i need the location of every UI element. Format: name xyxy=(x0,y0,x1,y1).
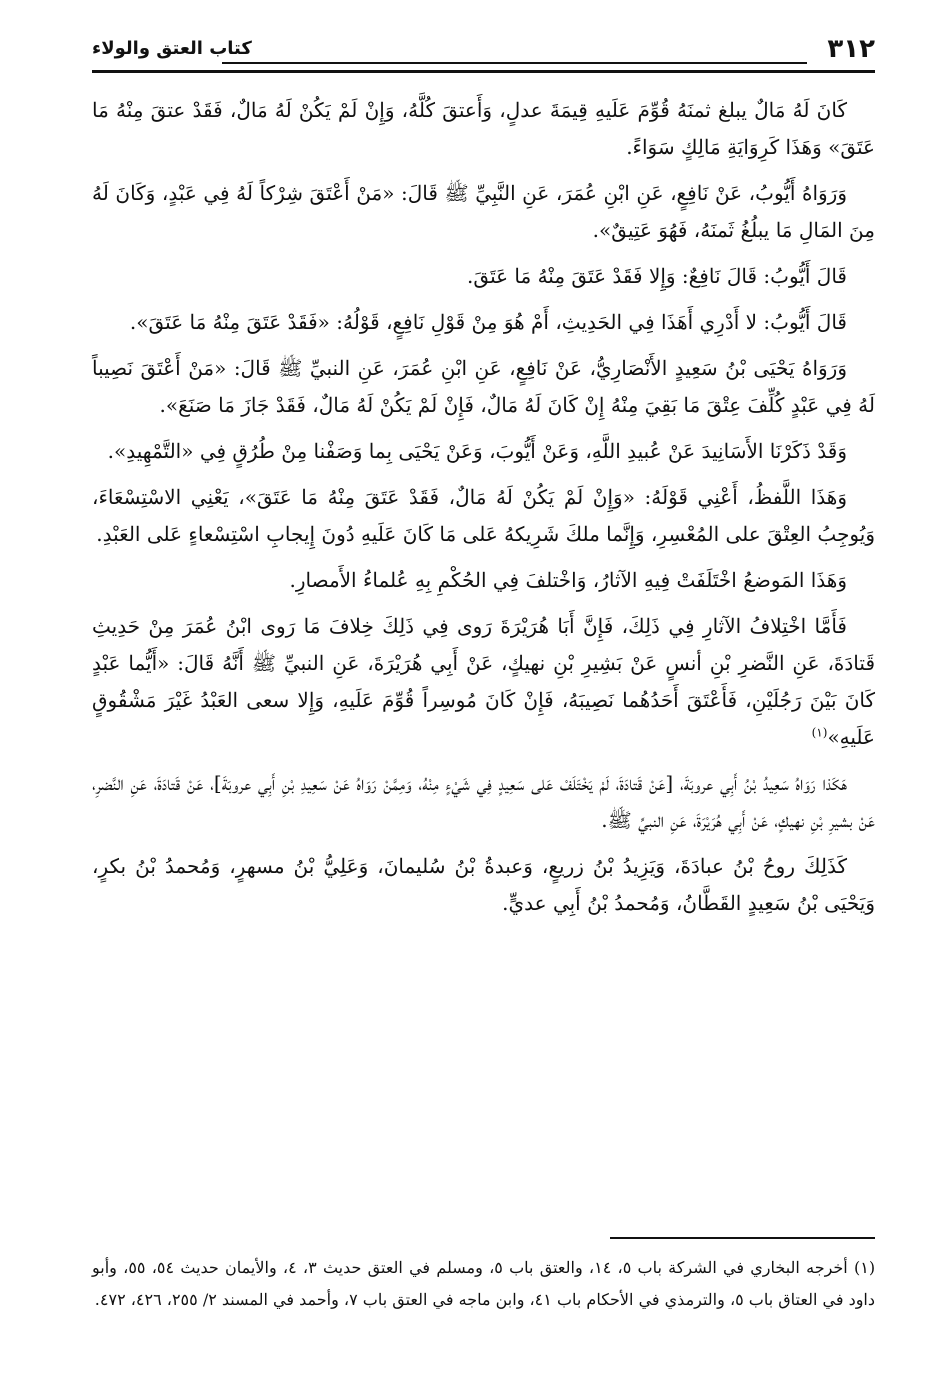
paragraph: وَقَدْ ذَكَرْنَا الأَسَانِيدَ عَنْ عُبيدِ اللَّهِ، وَعَنْ أَيُّوبَ، وَعَنْ يَحْيَى بِما وَصَفْنا مِنْ طُرُقٍ فِي «التَّمْهِيدِ». xyxy=(107,439,847,463)
paragraph: هَكَذا رَوَاهُ سَعِيدُ بْنُ أَبِي عروبَةَ، [عَنْ قَتادَةَ، لَمْ يَخْتَلَفْ عَلى سَعِيدٍ فِي شَيْءٍ مِنْهُ، وَمِمَّنْ رَوَاهُ عَنْ سَعِيدِ بْنِ أَبِي عروبَةَ]، عَنْ قَتادَةَ، عَنِ النَّضرِ، عَنْ بشيرِ بْنِ نهيكٍ، عَنْ أَبِي هُرَيْرَةَ، عَنِ النبيِّ ﷺ. xyxy=(92,771,875,832)
paragraph: وَرَوَاهُ يَحْيَى بْنُ سَعِيدٍ الأَنْصَارِيُّ، عَنْ نَافِعٍ، عَنِ ابْنِ عُمَرَ، عَنِ النبيِّ ﷺ قَالَ: «مَنْ أَعْتَقَ نَصِيباً لَهُ فِي عَبْدٍ كُلِّفَ عِتْقَ مَا بَقِيَ مِنْهُ إِنْ كَانَ لَهُ مَالٌ، فَإِنْ لَمْ يَكُنْ لَهُ مَالٌ، فَقَدْ جَازَ مَا صَنَعَ». xyxy=(92,356,875,417)
paragraph: قَالَ أَيُّوبُ: لا أَدْرِي أَهَذَا فِي الحَدِيثِ، أَمْ هُوَ مِنْ قَوْلِ نَافِعٍ، قَوْلُهُ: «فَقَدْ عَتَقَ مِنْهُ مَا عَتَقَ». xyxy=(129,310,847,334)
paragraph-text: فَأَمَّا اخْتِلافُ الآثارِ فِي ذَلِكَ، فَإِنَّ أَبَا هُرَيْرَةَ رَوى فِي ذَلِكَ خِلافَ مَا رَوى ابْنُ عُمَرَ مِنْ حَدِيثِ قَتادَةَ، عَنِ النَّضرِ بْنِ أنسٍ عَنْ بَشِيرِ بْنِ نهيكٍ، عَنْ أَبِي هُرَيْرَةَ، عَنِ النبيِّ ﷺ أَنَّهُ قَالَ: «أَيُّما عَبْدٍ كَانَ بَيْنَ رَجُلَيْنِ، فَأَعْتَقَ أَحَدُهُما نَصِيبَهُ، فَإِنْ كَانَ مُوسِراً قُوِّمَ عَلَيهِ، وَإِلا سعى العَبْدُ غَيْرَ مَشْقُوقٍ عَلَيهِ» xyxy=(92,614,875,749)
footnote-separator xyxy=(610,1237,875,1239)
paragraph: كَانَ لَهُ مَالٌ يبلغ ثمنَهُ قُوِّمَ عَلَيهِ قِيمَةَ عدلٍ، وَأَعتقَ كُلَّهُ، وَإِنْ لَمْ يَكُنْ لَهُ مَالٌ، فَقَدْ عتقَ مِنْهُ مَا عَتَقَ» وَهَذَا كَرِوَايَةِ مَالِكٍ سَوَاءً. xyxy=(92,98,875,159)
book-title: كتاب العتق والولاء xyxy=(92,38,252,59)
header-rule xyxy=(92,70,875,73)
main-text xyxy=(92,92,875,931)
footnote-marker[interactable]: (١) xyxy=(811,725,828,740)
paragraph: قَالَ أَيُّوبُ: قَالَ نَافِعٌ: وَإِلا فَقَدْ عَتَقَ مِنْهُ مَا عَتَقَ. xyxy=(467,264,847,288)
paragraph: وَرَوَاهُ أَيُّوبُ، عَنْ نَافِعٍ، عَنِ ابْنِ عُمَرَ، عَنِ النَّبِيِّ ﷺ قَالَ: «مَنْ أَعْتَقَ شِرْكاً لَهُ فِي عَبْدٍ، وَكَانَ لَهُ مِنَ المَالِ مَا يبلُغُ ثَمنَهُ، فَهُوَ عَتِيقٌ». xyxy=(92,181,875,242)
paragraph: كَذَلِكَ روحُ بْنُ عبادَةَ، وَيَزِيدُ بْنُ زريعٍ، وَعبدةُ بْنُ سُليمانَ، وَعَلِيُّ بْنُ مسهرٍ، وَمُحمدُ بْنُ بكرٍ، وَيَحْيَى بْنُ سَعِيدٍ القَطَّانُ، وَمُحمدُ بْنُ أَبِي عديٍّ. xyxy=(92,854,875,915)
paragraph-with-footnote xyxy=(92,608,875,756)
paragraph: وَهَذَا المَوضعُ اخْتَلَفَتْ فِيهِ الآثارُ، وَاخْتلفَ فِي الحُكْمِ بِهِ عُلماءُ الأَمصارِ. xyxy=(289,568,847,592)
running-header xyxy=(92,34,875,70)
page-number: ٣١٢ xyxy=(827,34,875,64)
paragraph: وَهَذَا اللَّفظُ، أَعْنِي قَوْلَهُ: «وَإِنْ لَمْ يَكُنْ لَهُ مَالٌ، فَقَدْ عَتَقَ مِنْهُ مَا عَتَقَ»، يَعْنِي الاسْتِسْعَاءَ، وَيُوجِبُ العِتْقَ على المُعْسِرِ، وَإِنَّما ملكَ شَرِيكهُ عَلى مَا كَانَ عَلَيهِ دُونَ إِيجابِ اسْتِسْعاءٍ عَلى العَبْدِ. xyxy=(92,485,875,546)
header-dash xyxy=(222,62,807,64)
footnote: (١) أخرجه البخاري في الشركة باب ٥، ١٤، والعتق باب ٥، ومسلم في العتق حديث ٣، ٤، والأيمان حديث ٥٤، ٥٥، وأبو داود في العتاق باب ٥، والترمذي في الأحكام باب ٤١، وابن ماجه في العتق باب ٧، وأحمد في المسند ٢/ ٢٥٥، ٤٢٦، ٤٧٢. xyxy=(92,1258,876,1309)
